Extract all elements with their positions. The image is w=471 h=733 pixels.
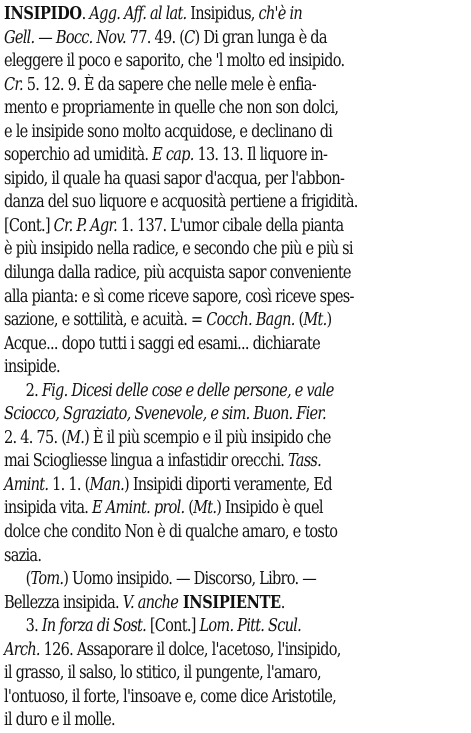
italic-run: Fig. Dicesi delle cose e delle persone, e vale — [41, 380, 334, 401]
text-run: . — [280, 592, 285, 613]
italic-run: In forza di Sost. — [41, 616, 146, 637]
text-line — [4, 662, 388, 686]
text-run: è più insipido nella radice, e secondo che più e più si — [4, 239, 353, 260]
text-line — [4, 238, 388, 262]
text-run: e le insipide sono molto acquidose, e declinano di — [4, 121, 333, 142]
text-run: dolce che condito Non è di qualche amaro, e tosto — [4, 522, 338, 543]
text-run: 5. 12. 9. È da sapere che nelle mele è enfia- — [22, 74, 316, 95]
italic-run: M. — [66, 427, 85, 448]
italic-run: E cap. — [152, 145, 194, 166]
text-run: ) È il più scempio e il più insipido che — [84, 427, 331, 448]
text-line — [4, 615, 388, 639]
text-run: Acque... dopo tutti i saggi ed esami... dichiarate — [4, 333, 320, 354]
text-line — [4, 333, 388, 357]
text-line — [4, 262, 388, 286]
text-run: 77. 49. ( — [125, 27, 185, 48]
italic-run: E Amint. prol. — [92, 498, 185, 519]
text-run: ) Insipidi diporti veramente, Ed — [124, 474, 332, 495]
text-line — [4, 74, 388, 98]
text-line — [4, 191, 388, 215]
text-run: eleggere il poco e saporito, che 'l molto ed insipido. — [4, 51, 345, 72]
text-run: dilunga dalla radice, più acquista sapor conveniente — [4, 263, 351, 284]
text-run: 2. — [25, 380, 42, 401]
text-run: mento e propriamente in quelle che non son dolci, — [4, 98, 339, 119]
italic-run: Sciocco, Sgraziato, Svenevole, e sim. Buon. Fier. — [4, 404, 326, 425]
text-run: soperchio ad umidità. — [4, 145, 153, 166]
italic-run: Mt. — [303, 310, 327, 331]
text-run: danza del suo liquore e acquosità pertiene a frigidità. — [4, 192, 358, 213]
text-line — [4, 27, 388, 51]
text-line — [4, 592, 388, 616]
text-run: ) Insipido è quel — [216, 498, 323, 519]
italic-run: Arch. — [4, 639, 40, 660]
text-line — [4, 474, 388, 498]
text-run: 1. 1. ( — [48, 474, 90, 495]
text-run: 1. 137. L'umor cibale della pianta — [116, 215, 344, 236]
italic-run: Mt. — [193, 498, 217, 519]
text-run: ) Di gran lunga è da — [194, 27, 327, 48]
italic-run: Man. — [89, 474, 125, 495]
italic-run: Gell. — [4, 27, 35, 48]
text-run: ( — [184, 498, 194, 519]
dictionary-entry-insipido — [4, 3, 467, 733]
text-line — [4, 215, 388, 239]
text-run: 126. Assaporare il dolce, l'acetoso, l'insipido, — [39, 639, 341, 660]
text-run: il duro e il molle. — [4, 710, 115, 731]
text-line — [4, 568, 388, 592]
text-run: Insipidus, — [186, 4, 259, 24]
italic-run: Tom. — [30, 569, 64, 590]
text-run: sipido, il quale ha quasi sapor d'acqua, per l'abbon- — [4, 168, 345, 189]
text-run: [Cont.] — [4, 215, 54, 236]
text-run: insipide. — [4, 357, 60, 378]
text-run: ) — [326, 310, 332, 331]
italic-run: Tass. — [287, 451, 322, 472]
bold-term: INSIPIDO — [4, 4, 82, 24]
text-run: ( — [294, 310, 304, 331]
italic-run: Agg. Aff. al lat. — [89, 4, 187, 24]
italic-run: Lom. Pitt. Scul. — [199, 616, 301, 637]
text-line — [4, 121, 388, 145]
text-line — [4, 545, 388, 569]
text-run: 13. 13. Il liquore in- — [193, 145, 328, 166]
text-run: — — [34, 27, 56, 48]
text-run: alla pianta: e sì come riceve sapore, così riceve spes- — [4, 286, 354, 307]
text-run: sazia. — [4, 545, 42, 566]
text-line — [4, 427, 388, 451]
text-run: 2. 4. 75. ( — [4, 427, 67, 448]
text-line — [4, 286, 388, 310]
italic-run: Cr. P. Agr. — [53, 215, 117, 236]
italic-run: C — [184, 27, 195, 48]
text-line — [4, 97, 388, 121]
text-run: [Cont.] — [145, 616, 200, 637]
text-line — [4, 450, 388, 474]
text-line — [4, 309, 388, 333]
text-line — [4, 144, 388, 168]
text-run: ) Uomo insipido. — Discorso, Libro. — — [63, 569, 316, 590]
text-run: Bellezza insipida. — [4, 592, 123, 613]
italic-run: Bocc. Nov. — [55, 27, 126, 48]
text-run: l'ontuoso, il forte, l'insoave e, come dice Aristotile, — [4, 686, 337, 707]
text-run: insipida vita. — [4, 498, 93, 519]
text-line — [4, 497, 388, 521]
italic-run: Amint. — [4, 474, 49, 495]
italic-run: ch'è in — [258, 4, 303, 24]
text-line — [4, 686, 388, 710]
text-line — [4, 356, 388, 380]
italic-run: Cocch. Bagn. — [206, 310, 295, 331]
text-run: il grasso, il salso, lo stitico, il pungente, l'amaro, — [4, 663, 321, 684]
italic-run: Cr. — [4, 74, 23, 95]
text-line — [4, 3, 388, 27]
text-run: sazione, e sottilità, e acuità. = — [4, 310, 207, 331]
text-line — [4, 50, 388, 74]
bold-term: INSIPIENTE — [178, 592, 281, 613]
text-run: 3. — [25, 616, 42, 637]
text-run: ( — [25, 569, 31, 590]
text-line — [4, 521, 388, 545]
text-line — [4, 403, 388, 427]
text-line — [4, 380, 388, 404]
text-run: . — [81, 4, 90, 24]
text-line — [4, 639, 388, 663]
text-line — [4, 709, 388, 733]
italic-run: V. anche — [122, 592, 179, 613]
text-run: mai Sciogliesse lingua a infastidir orecchi. — [4, 451, 288, 472]
text-line — [4, 168, 388, 192]
